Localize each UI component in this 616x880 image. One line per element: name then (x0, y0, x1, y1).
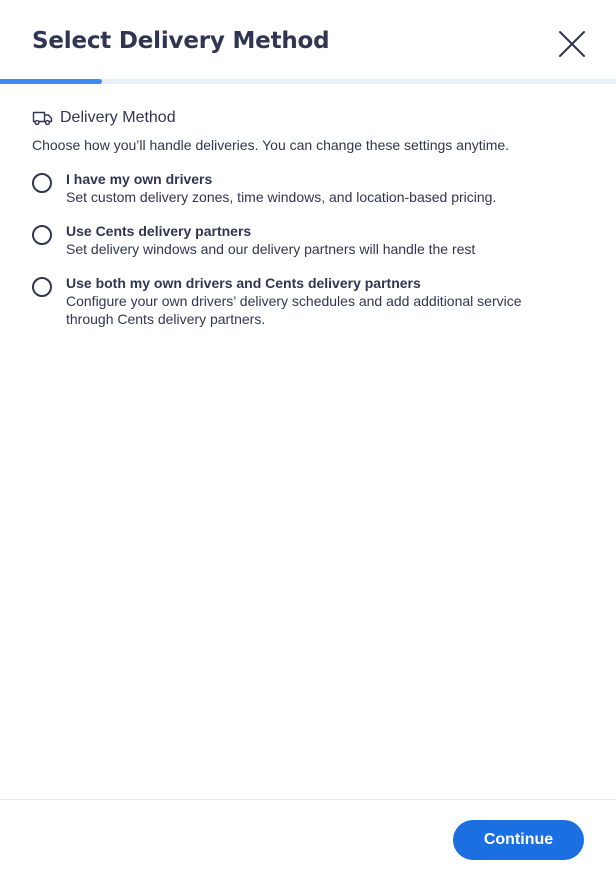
option-label: Use both my own drivers and Cents delivery partners (66, 275, 421, 291)
page-title: Select Delivery Method (32, 28, 330, 54)
section-title: Delivery Method (60, 109, 176, 126)
option-description: Set custom delivery zones, time windows, and location-based pricing. (66, 189, 497, 205)
section-subtitle: Choose how you’ll handle deliveries. You can change these settings anytime. (32, 137, 510, 153)
option-label: Use Cents delivery partners (66, 223, 252, 239)
delivery-options (32, 170, 592, 344)
footer-divider (0, 799, 616, 800)
close-icon (558, 30, 586, 58)
option-both[interactable] (32, 274, 592, 328)
option-own-drivers[interactable] (32, 170, 592, 206)
close-button[interactable] (556, 28, 588, 60)
radio-cents-partners[interactable] (32, 225, 52, 245)
option-description: Set delivery windows and our delivery partners will handle the rest (66, 241, 476, 257)
progress-bar (0, 79, 616, 84)
progress-fill (0, 79, 102, 84)
radio-own-drivers[interactable] (32, 173, 52, 193)
option-description: Configure your own drivers’ delivery schedules and add additional service through Cents delivery partners. (66, 293, 522, 327)
modal-header (0, 0, 616, 84)
section-header (32, 108, 176, 128)
truck-icon (32, 110, 53, 126)
option-cents-partners[interactable] (32, 222, 592, 258)
option-label: I have my own drivers (66, 171, 213, 187)
continue-button[interactable]: Continue (453, 820, 584, 860)
radio-both[interactable] (32, 277, 52, 297)
